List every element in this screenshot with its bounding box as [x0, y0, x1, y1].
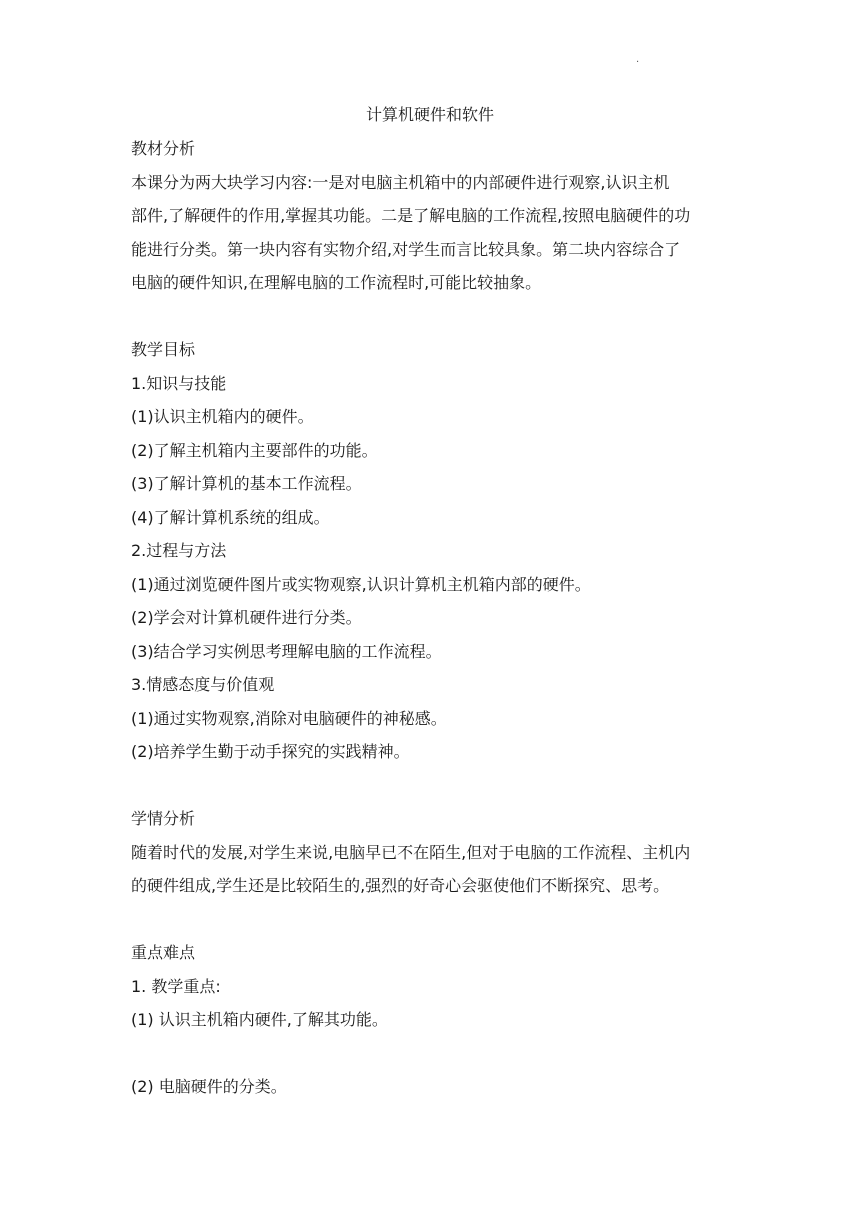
paragraph-line: 能进行分类。第一块内容有实物介绍,对学生而言比较具象。第二块内容综合了 — [131, 239, 681, 259]
document-body — [131, 138, 741, 1109]
list-item: 3.情感态度与价值观 — [131, 675, 275, 694]
list-item: (1)通过浏览硬件图片或实物观察,认识计算机主机箱内部的硬件。 — [131, 574, 591, 594]
list-item: (3)结合学习实例思考理解电脑的工作流程。 — [131, 641, 442, 661]
paragraph-line: 电脑的硬件知识,在理解电脑的工作流程时,可能比较抽象。 — [131, 273, 542, 292]
list-item: 1. 教学重点: — [131, 976, 221, 996]
section-heading-key-points: 重点难点 — [131, 943, 196, 962]
list-item: (3)了解计算机的基本工作流程。 — [131, 474, 362, 493]
paragraph-line: 本课分为两大块学习内容:一是对电脑主机箱中的内部硬件进行观察,认识主机 — [131, 172, 670, 192]
section-heading-student-analysis: 学情分析 — [131, 809, 196, 828]
list-item: (1)认识主机箱内的硬件。 — [131, 407, 314, 426]
section-heading-textbook-analysis: 教材分析 — [131, 139, 196, 158]
list-item: 2.过程与方法 — [131, 541, 227, 560]
section-heading-teaching-goals: 教学目标 — [131, 340, 196, 359]
paragraph-line: 部件,了解硬件的作用,掌握其功能。二是了解电脑的工作流程,按照电脑硬件的功 — [131, 206, 691, 225]
header-mark: · — [636, 57, 640, 68]
list-item: (1)通过实物观察,消除对电脑硬件的神秘感。 — [131, 708, 447, 728]
paragraph-line: 随着时代的发展,对学生来说,电脑早已不在陌生,但对于电脑的工作流程、主机内 — [131, 842, 691, 862]
list-item: (2) 电脑硬件的分类。 — [131, 1076, 287, 1096]
paragraph-line: 的硬件组成,学生还是比较陌生的,强烈的好奇心会驱使他们不断探究、思考。 — [131, 876, 670, 895]
list-item: (4)了解计算机系统的组成。 — [131, 507, 330, 527]
list-item: (2)学会对计算机硬件进行分类。 — [131, 608, 362, 627]
list-item: (1) 认识主机箱内硬件,了解其功能。 — [131, 1010, 388, 1029]
list-item: (2)培养学生勤于动手探究的实践精神。 — [131, 742, 410, 761]
list-item: 1.知识与技能 — [131, 373, 227, 393]
document-title: 计算机硬件和软件 — [365, 105, 494, 124]
list-item: (2)了解主机箱内主要部件的功能。 — [131, 440, 378, 460]
